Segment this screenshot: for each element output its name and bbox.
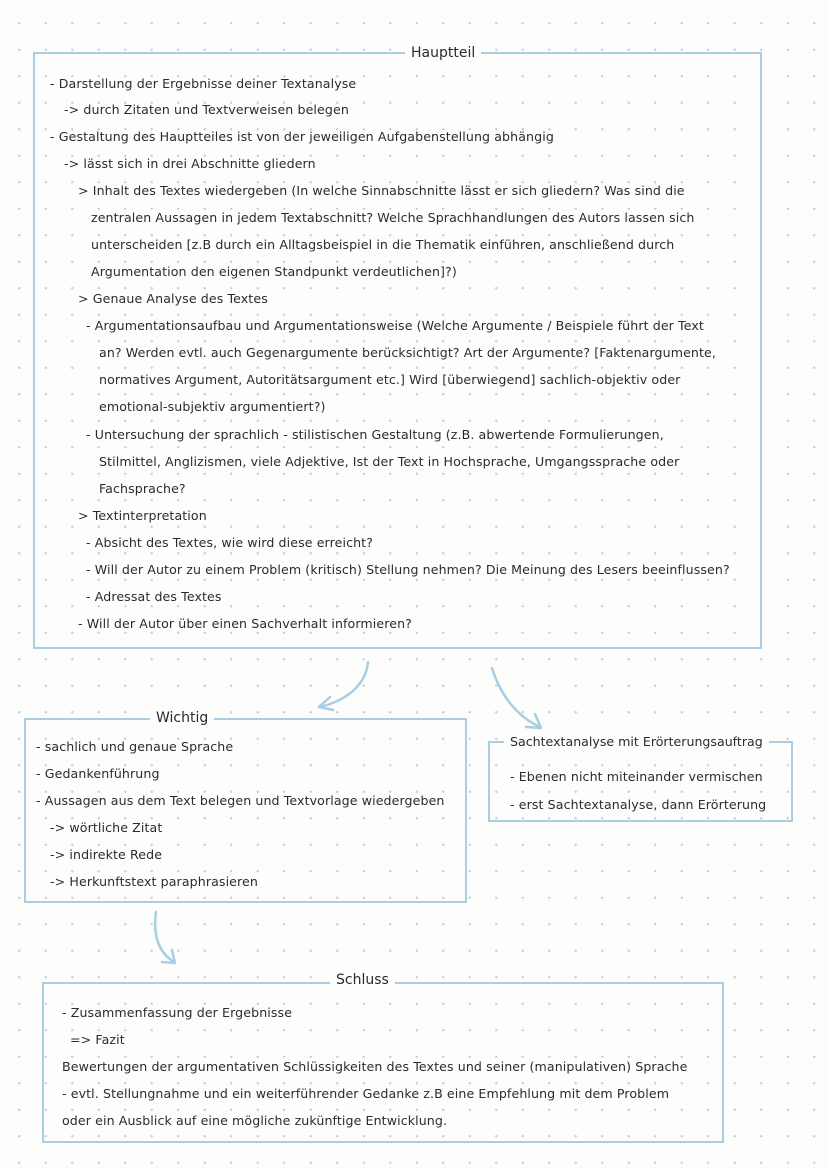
wichtig-line: -> wörtliche Zitat [50, 820, 163, 835]
schluss-line: => Fazit [70, 1032, 125, 1047]
schluss-line: Bewertungen der argumentativen Schlüssigkeiten des Textes und seiner (manipulativen) Sprache [62, 1059, 688, 1074]
hauptteil-line: - Absicht des Textes, wie wird diese erreicht? [86, 535, 373, 550]
sachtext-line: - erst Sachtextanalyse, dann Erörterung [510, 797, 767, 812]
hauptteil-line: Fachsprache? [99, 481, 186, 496]
hauptteil-line: - Untersuchung der sprachlich - stilistischen Gestaltung (z.B. abwertende Formulierungen, [86, 427, 664, 442]
hauptteil-line: emotional-subjektiv argumentiert?) [99, 399, 326, 414]
hauptteil-line: - Argumentationsaufbau und Argumentationsweise (Welche Argumente / Beispiele führt der Text [86, 318, 704, 333]
hauptteil-line: normatives Argument, Autoritätsargument etc.] Wird [überwiegend] sachlich-objektiv oder [99, 372, 681, 387]
wichtig-line: - Gedankenführung [36, 766, 160, 781]
wichtig-line: -> Herkunftstext paraphrasieren [50, 874, 258, 889]
sachtext-title: Sachtextanalyse mit Erörterungsauftrag [504, 733, 769, 751]
wichtig-line: - sachlich und genaue Sprache [36, 739, 234, 754]
hauptteil-line: Stilmittel, Anglizismen, viele Adjektive, Ist der Text in Hochsprache, Umgangssprache oder [99, 454, 680, 469]
arrow-wichtig-to-schluss [155, 912, 174, 962]
hauptteil-line: -> lässt sich in drei Abschnitte gliedern [64, 156, 316, 171]
schluss-line: oder ein Ausblick auf eine mögliche zukünftige Entwicklung. [62, 1113, 448, 1128]
hauptteil-line: unterscheiden [z.B durch ein Alltagsbeispiel in die Thematik einführen, anschließend durch [91, 237, 675, 252]
wichtig-line: - Aussagen aus dem Text belegen und Textvorlage wiedergeben [36, 793, 445, 808]
hauptteil-line: > Inhalt des Textes wiedergeben (In welche Sinnabschnitte lässt er sich gliedern? Was sind die [78, 183, 685, 198]
hauptteil-line: - Darstellung der Ergebnisse deiner Textanalyse [50, 76, 357, 91]
schluss-line: - evtl. Stellungnahme und ein weiterführender Gedanke z.B eine Empfehlung mit dem Problem [62, 1086, 670, 1101]
hauptteil-line: zentralen Aussagen in jedem Textabschnitt? Welche Sprachhandlungen des Autors lassen sich [91, 210, 695, 225]
hauptteil-line: an? Werden evtl. auch Gegenargumente berücksichtigt? Art der Argumente? [Faktenargumente, [99, 345, 716, 360]
hauptteil-line: - Will der Autor über einen Sachverhalt informieren? [78, 616, 412, 631]
hauptteil-line: - Will der Autor zu einem Problem (kritisch) Stellung nehmen? Die Meinung des Lesers beeinflussen? [86, 562, 730, 577]
schluss-title: Schluss [330, 971, 395, 989]
wichtig-title: Wichtig [150, 709, 214, 727]
hauptteil-line: > Genaue Analyse des Textes [78, 291, 268, 306]
hauptteil-line: Argumentation den eigenen Standpunkt verdeutlichen]?) [91, 264, 457, 279]
hauptteil-title: Hauptteil [405, 44, 481, 62]
hauptteil-line: - Gestaltung des Hauptteiles ist von der jeweiligen Aufgabenstellung abhängig [50, 129, 554, 144]
hauptteil-line: - Adressat des Textes [86, 589, 222, 604]
arrow-hauptteil-to-sachtext [492, 668, 540, 727]
wichtig-line: -> indirekte Rede [50, 847, 163, 862]
schluss-line: - Zusammenfassung der Ergebnisse [62, 1005, 293, 1020]
hauptteil-line: > Textinterpretation [78, 508, 207, 523]
hauptteil-line: -> durch Zitaten und Textverweisen belegen [64, 102, 349, 117]
sachtext-line: - Ebenen nicht miteinander vermischen [510, 769, 763, 784]
